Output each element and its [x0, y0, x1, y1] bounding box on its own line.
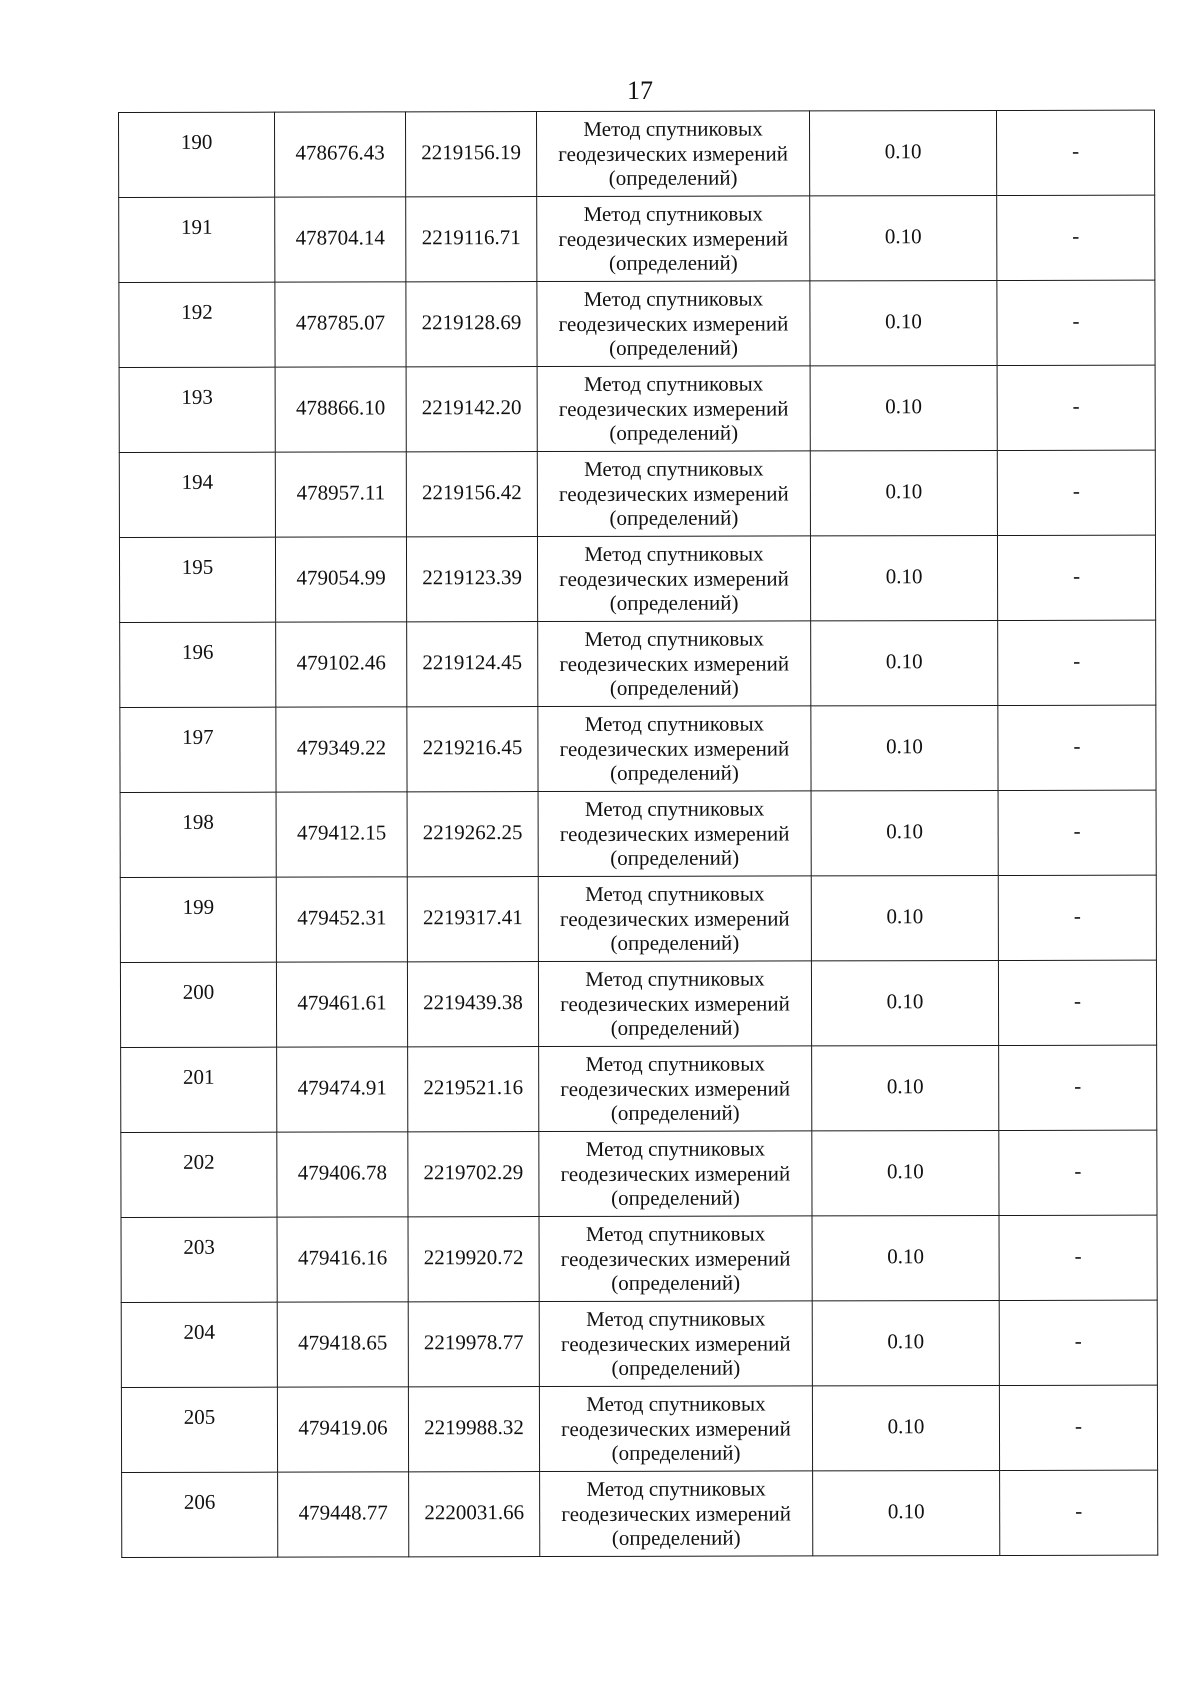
method-line: (определений): [609, 505, 739, 531]
method-line: геодезических измерений: [559, 481, 789, 506]
y-coordinate-cell: 2219702.29: [408, 1132, 539, 1217]
x-coordinate-cell: 479461.61: [276, 962, 407, 1047]
x-coordinate-cell: 479419.06: [277, 1387, 408, 1472]
accuracy-cell: 0.10: [809, 111, 996, 196]
method-cell: [537, 111, 810, 197]
method-cell: [538, 621, 811, 707]
method-line: (определений): [611, 1355, 741, 1381]
point-number-cell: 191: [119, 197, 275, 282]
method-cell: [538, 876, 811, 962]
method-line: Метод спутниковых: [584, 796, 765, 822]
x-coordinate-cell: 479416.16: [277, 1217, 408, 1302]
method-line: Метод спутниковых: [586, 1391, 766, 1417]
note-cell: -: [998, 620, 1156, 705]
method-line: геодезических измерений: [560, 1076, 791, 1101]
accuracy-cell: 0.10: [812, 1046, 999, 1131]
accuracy-cell: 0.10: [810, 366, 997, 451]
coordinates-table-body: [119, 110, 1158, 1557]
method-line: Метод спутниковых: [584, 541, 764, 567]
y-coordinate-cell: 2219123.39: [406, 537, 537, 622]
note-cell: -: [998, 875, 1156, 960]
method-cell: [539, 1216, 812, 1302]
method-line: (определений): [611, 1185, 740, 1211]
y-coordinate-cell: 2219216.45: [407, 707, 538, 792]
method-line: Метод спутниковых: [586, 1306, 766, 1332]
y-coordinate-cell: 2219116.71: [406, 197, 537, 282]
accuracy-cell: 0.10: [813, 1471, 1000, 1556]
method-line: геодезических измерений: [559, 821, 790, 846]
method-line: Метод спутниковых: [584, 456, 764, 482]
method-line: Метод спутниковых: [584, 626, 764, 652]
method-line: Метод спутниковых: [585, 1051, 765, 1077]
method-line: Метод спутниковых: [583, 286, 764, 312]
y-coordinate-cell: 2219156.42: [406, 452, 537, 537]
y-coordinate-cell: 2219978.77: [408, 1302, 539, 1387]
x-coordinate-cell: 478957.11: [275, 452, 406, 537]
method-line: геодезических измерений: [559, 651, 790, 676]
accuracy-cell: 0.10: [810, 196, 997, 281]
point-number-cell: 198: [120, 792, 276, 877]
table-row: [119, 195, 1155, 282]
method-cell: [538, 706, 811, 792]
table-row: [119, 450, 1155, 537]
method-line: геодезических измерений: [560, 1331, 791, 1356]
accuracy-cell: 0.10: [811, 621, 998, 706]
point-number-cell: 201: [121, 1047, 277, 1132]
method-line: (определений): [610, 1015, 740, 1041]
method-line: Метод спутниковых: [585, 966, 765, 992]
point-number-cell: 202: [121, 1132, 277, 1217]
method-line: Метод спутниковых: [584, 711, 765, 737]
method-cell: [538, 961, 811, 1047]
method-line: (определений): [610, 1100, 740, 1126]
accuracy-cell: 0.10: [810, 451, 997, 536]
point-number-cell: 205: [121, 1387, 277, 1472]
method-line: Метод спутниковых: [585, 1136, 766, 1162]
point-number-cell: 199: [120, 877, 276, 962]
method-line: (определений): [608, 250, 738, 276]
accuracy-cell: 0.10: [812, 1386, 999, 1471]
table-row: [119, 365, 1155, 452]
accuracy-cell: 0.10: [811, 706, 998, 791]
method-cell: [539, 1046, 812, 1132]
point-number-cell: 200: [120, 962, 276, 1047]
table-row: [122, 1470, 1158, 1557]
method-line: Метод спутниковых: [583, 116, 763, 142]
method-line: Метод спутниковых: [583, 201, 763, 227]
y-coordinate-cell: 2219317.41: [407, 877, 538, 962]
x-coordinate-cell: 479452.31: [276, 877, 407, 962]
method-cell: [537, 536, 810, 622]
method-line: геодезических измерений: [560, 1161, 791, 1186]
note-cell: -: [997, 365, 1155, 450]
table-row: [121, 1300, 1157, 1387]
table-row: [120, 875, 1156, 962]
note-cell: -: [1000, 1470, 1158, 1555]
point-number-cell: 194: [119, 452, 275, 537]
x-coordinate-cell: 478785.07: [275, 282, 406, 367]
method-line: геодезических измерений: [560, 991, 790, 1016]
note-cell: -: [999, 1045, 1157, 1130]
table-row: [121, 1130, 1157, 1217]
x-coordinate-cell: 479474.91: [277, 1047, 408, 1132]
y-coordinate-cell: 2219988.32: [408, 1387, 539, 1472]
table-row: [120, 960, 1156, 1047]
note-cell: -: [998, 705, 1156, 790]
x-coordinate-cell: 478866.10: [275, 367, 406, 452]
point-number-cell: 190: [119, 112, 275, 197]
y-coordinate-cell: 2219262.25: [407, 792, 538, 877]
method-line: (определений): [610, 930, 740, 956]
method-line: Метод спутниковых: [585, 1221, 766, 1247]
method-line: геодезических измерений: [558, 226, 789, 251]
method-line: (определений): [608, 165, 738, 191]
point-number-cell: 195: [119, 537, 275, 622]
table-row: [119, 535, 1155, 622]
x-coordinate-cell: 479448.77: [278, 1472, 409, 1557]
accuracy-cell: 0.10: [812, 1131, 999, 1216]
method-line: Метод спутниковых: [583, 371, 764, 397]
method-line: Метод спутниковых: [586, 1476, 766, 1502]
y-coordinate-cell: 2219521.16: [408, 1047, 539, 1132]
method-cell: [537, 281, 810, 367]
method-cell: [539, 1386, 812, 1472]
method-line: геодезических измерений: [559, 566, 789, 591]
note-cell: -: [998, 790, 1156, 875]
page-number: 17: [627, 76, 653, 105]
table-row: [121, 1215, 1157, 1302]
x-coordinate-cell: 478704.14: [275, 197, 406, 282]
table-row: [119, 110, 1155, 197]
method-cell: [537, 196, 810, 282]
method-line: (определений): [610, 845, 740, 871]
method-line: Метод спутниковых: [585, 881, 765, 907]
accuracy-cell: 0.10: [812, 1301, 999, 1386]
table-row: [121, 1385, 1157, 1472]
method-line: (определений): [611, 1270, 741, 1296]
y-coordinate-cell: 2219439.38: [407, 962, 538, 1047]
method-cell: [537, 451, 810, 537]
note-cell: -: [997, 280, 1155, 365]
accuracy-cell: 0.10: [812, 1216, 999, 1301]
y-coordinate-cell: 2219142.20: [406, 367, 537, 452]
method-line: геодезических измерений: [559, 906, 790, 931]
method-line: геодезических измерений: [558, 311, 789, 336]
note-cell: -: [997, 535, 1155, 620]
accuracy-cell: 0.10: [811, 791, 998, 876]
method-cell: [537, 366, 810, 452]
point-number-cell: 206: [122, 1472, 278, 1557]
method-line: (определений): [609, 335, 738, 361]
x-coordinate-cell: 479412.15: [276, 792, 407, 877]
accuracy-cell: 0.10: [811, 876, 998, 961]
note-cell: -: [997, 195, 1155, 280]
accuracy-cell: 0.10: [810, 536, 997, 621]
method-line: (определений): [611, 1440, 741, 1466]
accuracy-cell: 0.10: [811, 961, 998, 1046]
point-number-cell: 204: [121, 1302, 277, 1387]
coordinates-table: [118, 110, 1158, 1558]
method-line: геодезических измерений: [561, 1501, 792, 1526]
point-number-cell: 203: [121, 1217, 277, 1302]
table-row: [119, 280, 1155, 367]
note-cell: -: [999, 1300, 1157, 1385]
method-line: (определений): [609, 590, 739, 616]
x-coordinate-cell: 478676.43: [275, 112, 406, 197]
method-line: (определений): [610, 760, 739, 786]
note-cell: -: [996, 110, 1154, 195]
table-row: [120, 620, 1156, 707]
point-number-cell: 196: [120, 622, 276, 707]
method-line: геодезических измерений: [560, 1246, 791, 1271]
y-coordinate-cell: 2219124.45: [407, 622, 538, 707]
x-coordinate-cell: 479054.99: [275, 537, 406, 622]
point-number-cell: 192: [119, 282, 275, 367]
method-line: геодезических измерений: [559, 736, 790, 761]
y-coordinate-cell: 2219156.19: [406, 112, 537, 197]
y-coordinate-cell: 2220031.66: [409, 1472, 540, 1557]
table-row: [120, 790, 1156, 877]
method-line: (определений): [609, 420, 739, 446]
note-cell: -: [999, 1130, 1157, 1215]
method-line: (определений): [609, 675, 739, 701]
note-cell: -: [999, 1215, 1157, 1300]
method-line: геодезических измерений: [558, 141, 788, 166]
point-number-cell: 193: [119, 367, 275, 452]
table-row: [121, 1045, 1157, 1132]
method-cell: [538, 791, 811, 877]
x-coordinate-cell: 479102.46: [276, 622, 407, 707]
point-number-cell: 197: [120, 707, 276, 792]
y-coordinate-cell: 2219128.69: [406, 282, 537, 367]
table-row: [120, 705, 1156, 792]
method-cell: [539, 1301, 812, 1387]
x-coordinate-cell: 479418.65: [277, 1302, 408, 1387]
note-cell: -: [998, 960, 1156, 1045]
note-cell: -: [999, 1385, 1157, 1470]
method-line: геодезических измерений: [558, 396, 789, 421]
note-cell: -: [997, 450, 1155, 535]
accuracy-cell: 0.10: [810, 281, 997, 366]
x-coordinate-cell: 479406.78: [277, 1132, 408, 1217]
method-cell: [539, 1131, 812, 1217]
method-line: геодезических измерений: [561, 1416, 791, 1441]
y-coordinate-cell: 2219920.72: [408, 1217, 539, 1302]
x-coordinate-cell: 479349.22: [276, 707, 407, 792]
method-cell: [540, 1471, 813, 1557]
method-line: (определений): [611, 1525, 741, 1551]
